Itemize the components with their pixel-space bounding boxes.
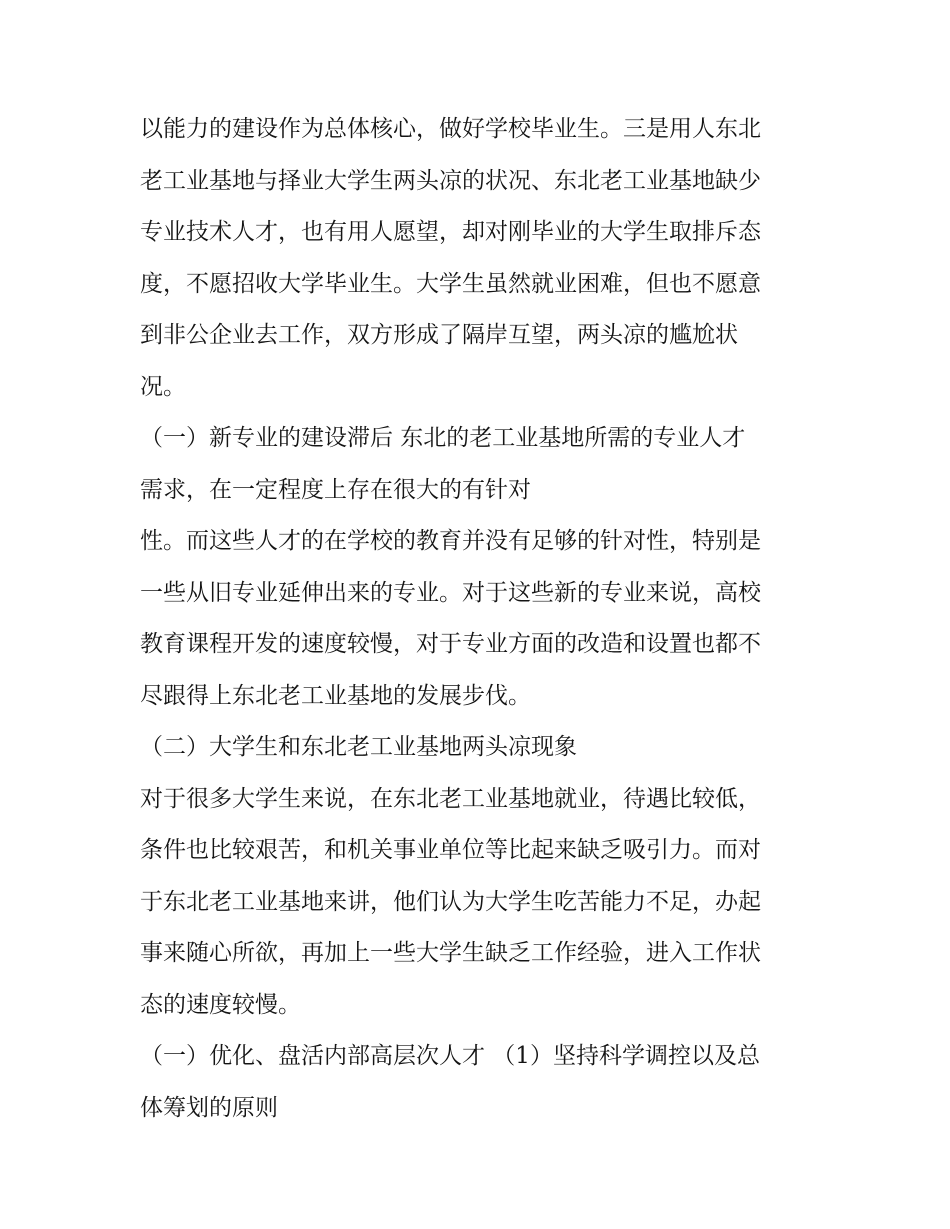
text-line: 体筹划的原则	[140, 1094, 278, 1121]
text-line: 态的速度较慢。	[140, 991, 301, 1018]
text-line: 条件也比较艰苦，和机关事业单位等比起来缺乏吸引力。而对	[140, 837, 761, 863]
body-text	[140, 104, 820, 1134]
section-heading-line: （一）优化、盘活内部高层次人才 （1）坚持科学调控以及总	[140, 1043, 760, 1069]
text-line: 教育课程开发的速度较慢，对于专业方面的改造和设置也都不	[140, 631, 761, 657]
text-line: 于东北老工业基地来讲，他们认为大学生吃苦能力不足，办起	[140, 888, 761, 915]
text-line: 况。	[140, 373, 186, 400]
section-heading-line: （二）大学生和东北老工业基地两头凉现象	[140, 734, 577, 760]
text-line: 事来随心所欲，再加上一些大学生缺乏工作经验，进入工作状	[140, 940, 761, 966]
text-line: 性。而这些人才的在学校的教育并没有足够的针对性，特别是	[140, 528, 761, 554]
text-line: 老工业基地与择业大学生两头凉的状况、东北老工业基地缺少	[140, 167, 761, 194]
text-line: 专业技术人才，也有用人愿望，却对刚毕业的大学生取排斥态	[140, 219, 761, 245]
text-line: 尽跟得上东北老工业基地的发展步伐。	[140, 682, 531, 709]
text-line: 到非公企业去工作，双方形成了隔岸互望，两头凉的尴尬状	[140, 322, 738, 348]
text-line: 对于很多大学生来说，在东北老工业基地就业，待遇比较低，	[140, 785, 761, 812]
text-line: 度，不愿招收大学毕业生。大学生虽然就业困难，但也不愿意	[140, 270, 761, 297]
text-line: 需求，在一定程度上存在很大的有针对	[140, 476, 531, 503]
text-line: 一些从旧专业延伸出来的专业。对于这些新的专业来说，高校	[140, 579, 761, 606]
text-line: 以能力的建设作为总体核心，做好学校毕业生。三是用人东北	[140, 116, 761, 142]
section-heading-line: （一）新专业的建设滞后 东北的老工业基地所需的专业人才	[140, 425, 746, 451]
